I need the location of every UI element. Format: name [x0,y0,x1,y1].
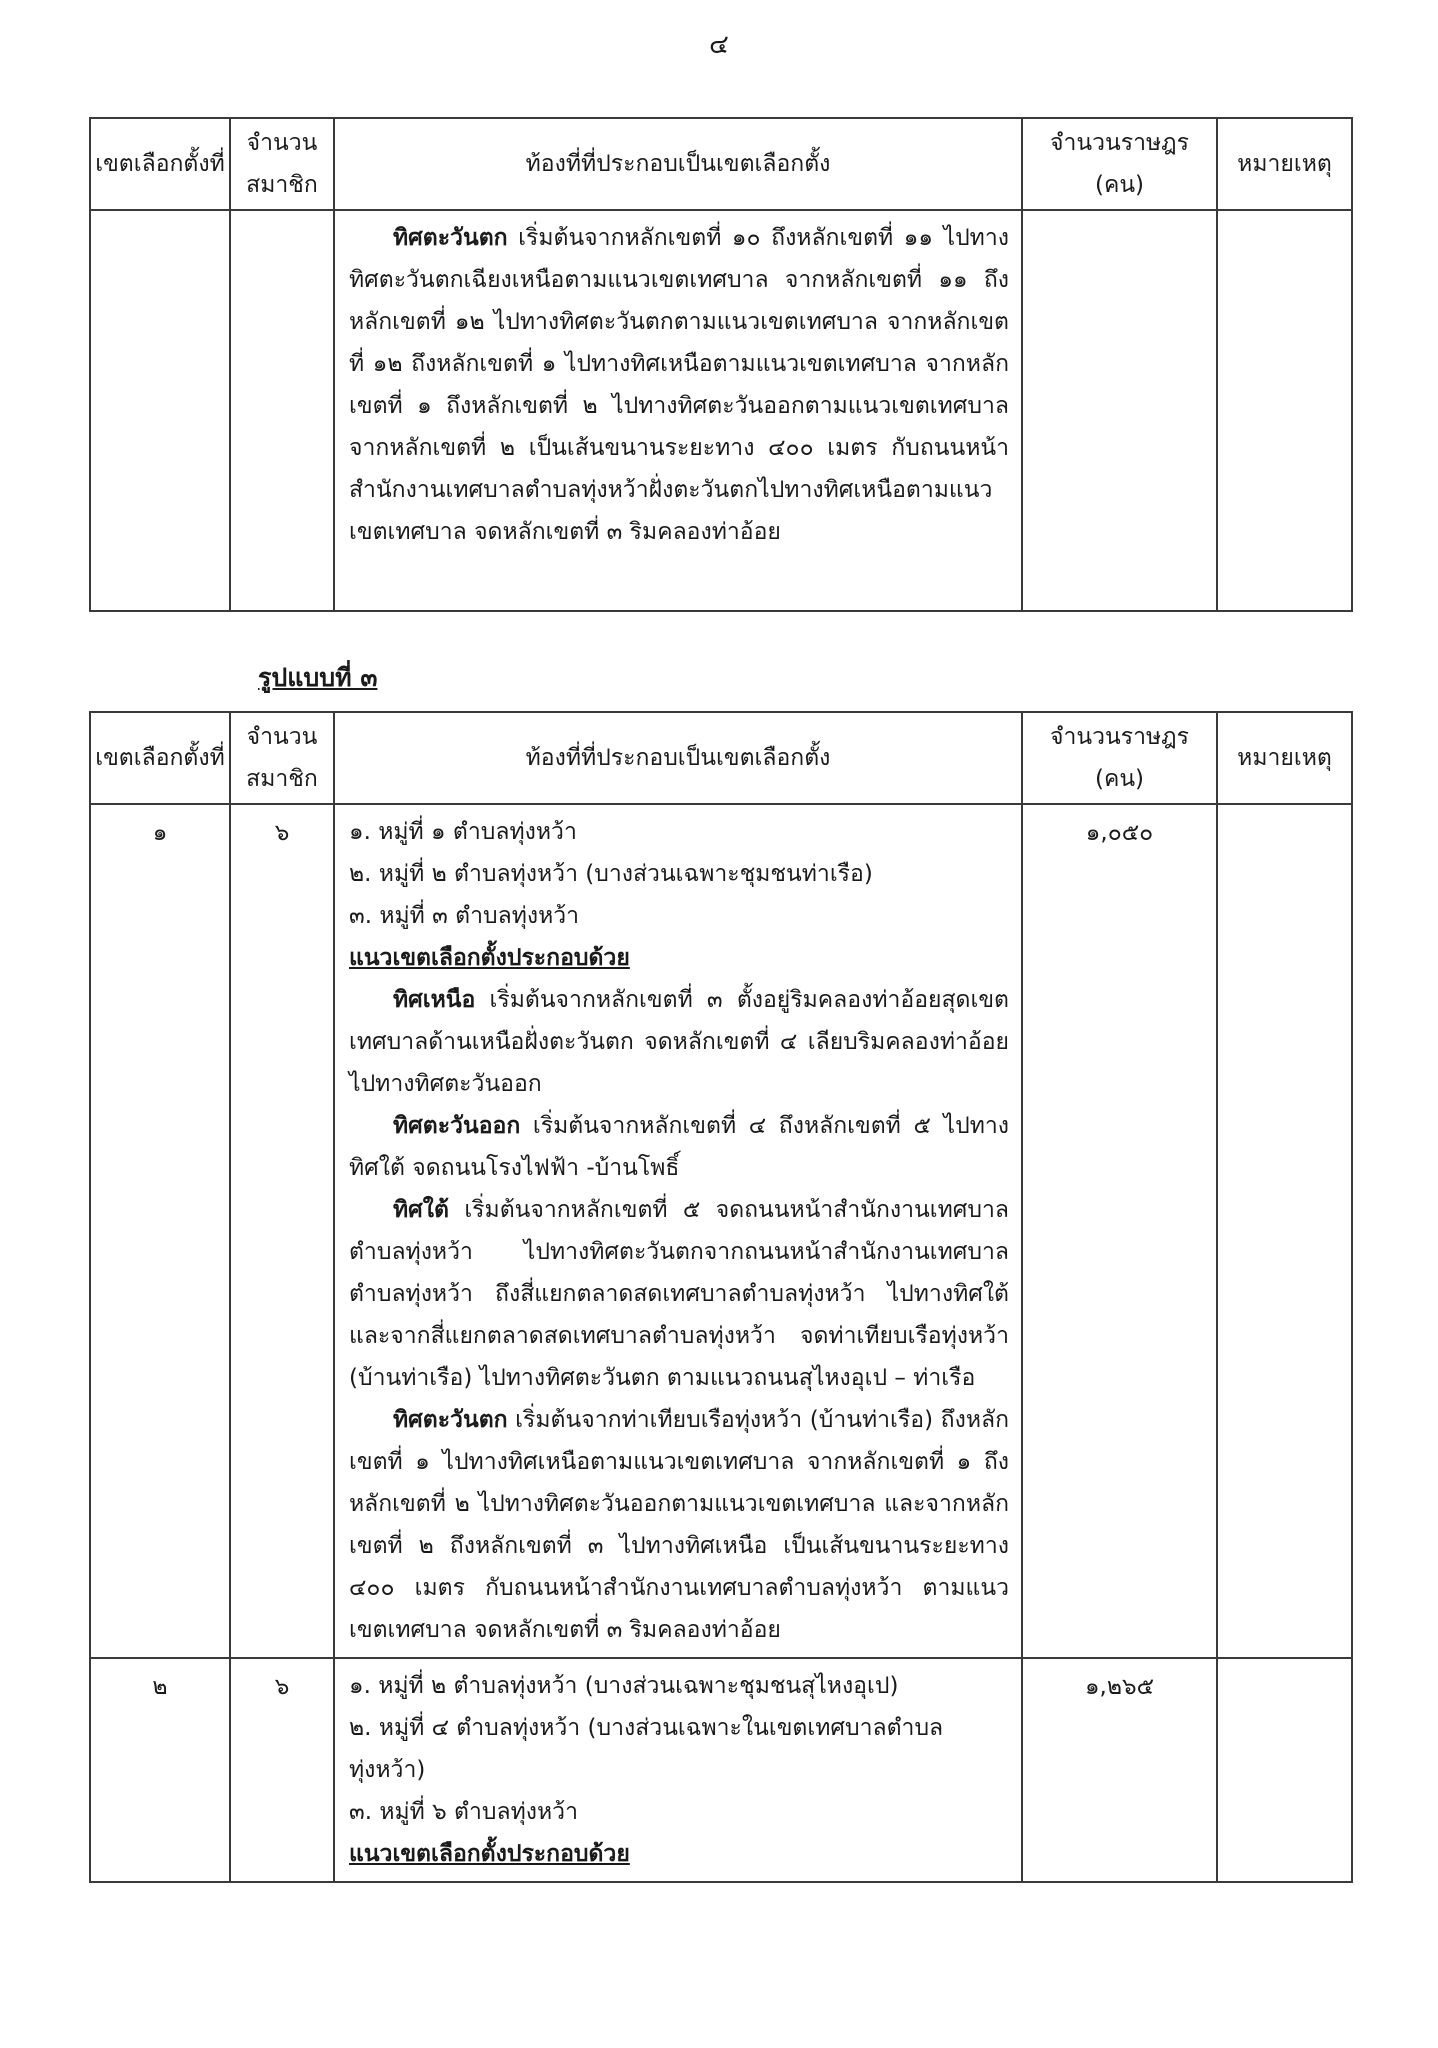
list-item: ๑. หมู่ที่ ๒ ตำบลทุ่งหว้า (บางส่วนเฉพาะชุมชนสุไหงอุเป) [349,1673,899,1699]
header-zone: เขตเลือกตั้งที่ [90,118,230,210]
south-boundary-text: เริ่มต้นจากหลักเขตที่ ๕ จดถนนหน้าสำนักงานเทศบาลตำบลทุ่งหว้า ไปทางทิศตะวันตกจากถนนหน้าสำนักงานเทศบาลตำบลทุ่งหว้า ถึงสี่แยกตลาดสดเทศบาลตำบลทุ่งหว้า ไปทางทิศใต้ และจากสี่แยกตลาดสดเทศบาลตำบลทุ่งหว้า จดท่าเทียบเรือทุ่งหว้า (บ้านท่าเรือ) ไปทางทิศตะวันตก ตามแนวถนนสุไหงอุเป – ท่าเรือ [349,1197,1009,1391]
election-zone-table-format-3 [89,711,1353,1883]
population-cell: ๑,๒๖๕ [1022,1658,1217,1882]
header-note: หมายเหตุ [1217,118,1352,210]
west-boundary-paragraph [349,1399,1009,1651]
east-boundary-paragraph [349,1105,1009,1189]
table-row [90,210,1352,611]
header-area: ท้องที่ที่ประกอบเป็นเขตเลือกตั้ง [334,712,1022,804]
page-number: ๔ [709,30,729,60]
boundary-heading: แนวเขตเลือกตั้งประกอบด้วย [349,1841,630,1867]
header-members: จำนวนสมาชิก [230,118,334,210]
north-boundary-text: เริ่มต้นจากหลักเขตที่ ๓ ตั้งอยู่ริมคลองท่าอ้อยสุดเขตเทศบาลด้านเหนือฝั่งตะวันตก จดหลักเขตที่ ๔ เลียบริมคลองท่าอ้อย ไปทางทิศตะวันออก [349,987,1009,1097]
south-boundary-paragraph [349,1189,1009,1399]
west-boundary-text: เริ่มต้นจากท่าเทียบเรือทุ่งหว้า (บ้านท่าเรือ) ถึงหลักเขตที่ ๑ ไปทางทิศเหนือตามแนวเขตเทศบาล จากหลักเขตที่ ๑ ถึงหลักเขตที่ ๒ ไปทางทิศตะวันออกตามแนวเขตเทศบาล และจากหลักเขตที่ ๒ ถึงหลักเขตที่ ๓ ไปทางทิศเหนือ เป็นเส้นขนานระยะทาง ๔๐๐ เมตร กับถนนหน้าสำนักงานเทศบาลตำบลทุ่งหว้า ตามแนวเขตเทศบาล จดหลักเขตที่ ๓ ริมคลองท่าอ้อย [349,1407,1009,1643]
east-boundary-text: เริ่มต้นจากหลักเขตที่ ๔ ถึงหลักเขตที่ ๕ ไปทางทิศใต้ จดถนนโรงไฟฟ้า -บ้านโพธิ์ [349,1113,1009,1181]
header-zone: เขตเลือกตั้งที่ [90,712,230,804]
west-label: ทิศตะวันตก [393,225,508,251]
west-label: ทิศตะวันตก [393,1407,508,1433]
list-item: ๓. หมู่ที่ ๓ ตำบลทุ่งหว้า [349,903,580,929]
table-row [90,1658,1352,1882]
section-title: รูปแบบที่ ๓ [258,663,378,692]
area-cell [334,1658,1022,1882]
zone-cell: ๑ [90,804,230,1658]
header-members: จำนวนสมาชิก [230,712,334,804]
south-label: ทิศใต้ [393,1197,449,1223]
list-item: ๒. หมู่ที่ ๒ ตำบลทุ่งหว้า (บางส่วนเฉพาะชุมชนท่าเรือ) [349,861,873,887]
note-cell [1217,210,1352,611]
list-item: ๑. หมู่ที่ ๑ ตำบลทุ่งหว้า [349,819,577,845]
note-cell [1217,1658,1352,1882]
list-item: ๓. หมู่ที่ ๖ ตำบลทุ่งหว้า [349,1799,578,1825]
east-label: ทิศตะวันออก [393,1113,521,1139]
note-cell [1217,804,1352,1658]
population-cell [1022,210,1217,611]
header-population: จำนวนราษฎร (คน) [1022,118,1217,210]
west-boundary-text: เริ่มต้นจากหลักเขตที่ ๑๐ ถึงหลักเขตที่ ๑๑ ไปทางทิศตะวันตกเฉียงเหนือตามแนวเขตเทศบาล จากหลักเขตที่ ๑๑ ถึงหลักเขตที่ ๑๒ ไปทางทิศตะวันตกตามแนวเขตเทศบาล จากหลักเขตที่ ๑๒ ถึงหลักเขตที่ ๑ ไปทางทิศเหนือตามแนวเขตเทศบาล จากหลักเขตที่ ๑ ถึงหลักเขตที่ ๒ ไปทางทิศตะวันออกตามแนวเขตเทศบาล จากหลักเขตที่ ๒ เป็นเส้นขนานระยะทาง ๔๐๐ เมตร กับถนนหน้าสำนักงานเทศบาลตำบลทุ่งหว้าฝั่งตะวันตกไปทางทิศเหนือตามแนวเขตเทศบาล จดหลักเขตที่ ๓ ริมคลองท่าอ้อย [349,225,1009,545]
header-area: ท้องที่ที่ประกอบเป็นเขตเลือกตั้ง [334,118,1022,210]
zone-cell [90,210,230,611]
population-cell: ๑,๐๕๐ [1022,804,1217,1658]
table-row [90,804,1352,1658]
area-cell [334,804,1022,1658]
members-cell: ๖ [230,1658,334,1882]
election-zone-table-continued [89,117,1353,612]
members-cell: ๖ [230,804,334,1658]
members-cell [230,210,334,611]
boundary-heading: แนวเขตเลือกตั้งประกอบด้วย [349,945,630,971]
header-population: จำนวนราษฎร (คน) [1022,712,1217,804]
north-boundary-paragraph [349,979,1009,1105]
zone-cell: ๒ [90,1658,230,1882]
west-boundary-paragraph [349,217,1009,553]
area-cell [334,210,1022,611]
north-label: ทิศเหนือ [393,987,476,1013]
list-item: ๒. หมู่ที่ ๔ ตำบลทุ่งหว้า (บางส่วนเฉพาะในเขตเทศบาลตำบลทุ่งหว้า) [349,1715,944,1783]
header-note: หมายเหตุ [1217,712,1352,804]
